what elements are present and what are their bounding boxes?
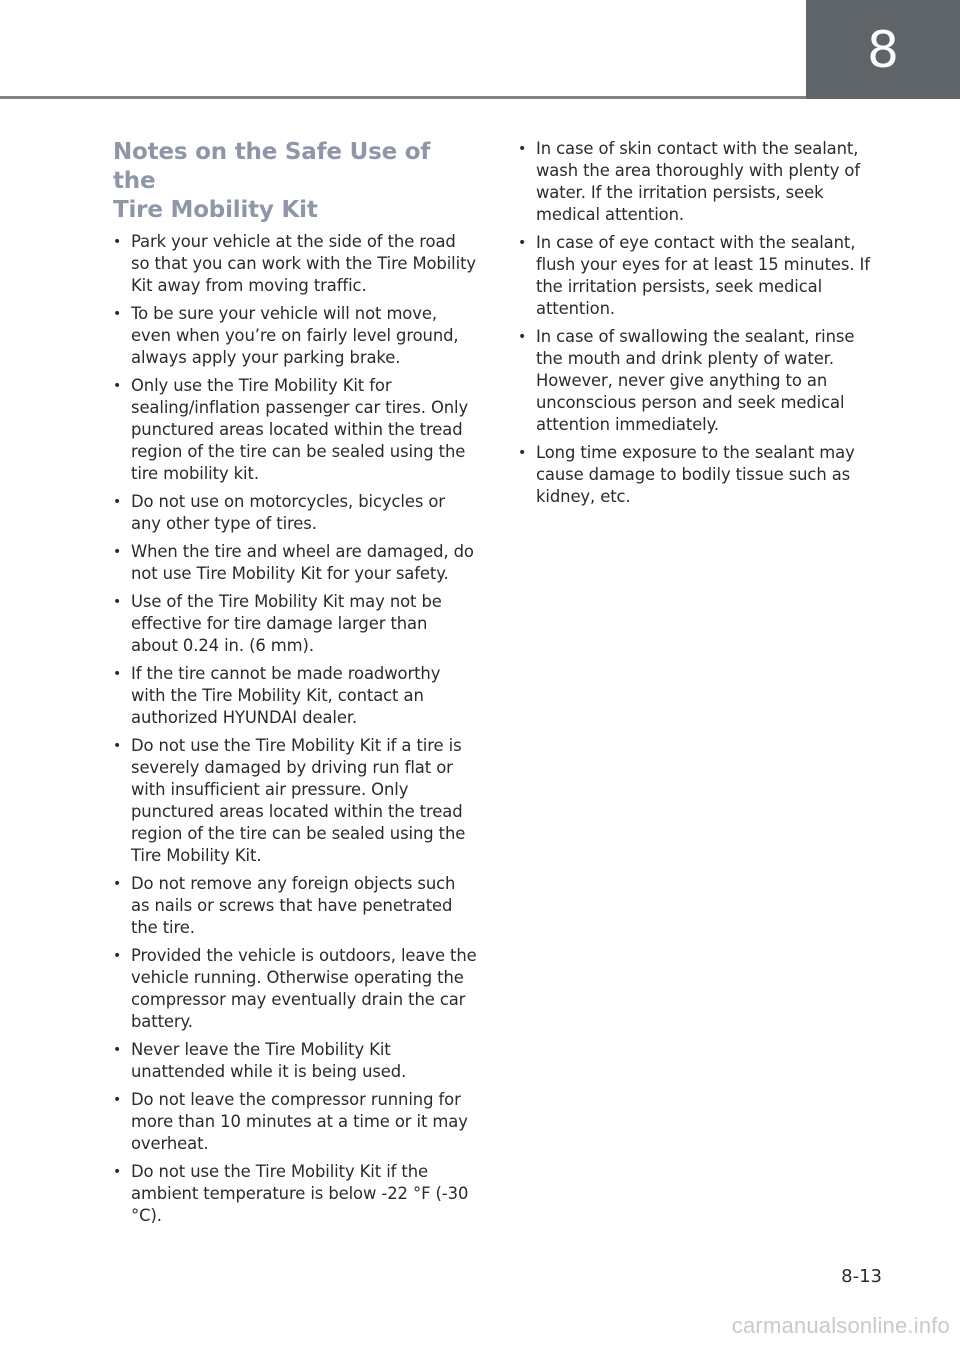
- list-item: [113, 303, 478, 369]
- bullet-icon: •: [113, 306, 122, 322]
- list-item: [113, 735, 478, 867]
- chapter-tab: [806, 0, 960, 99]
- list-item-text: Do not use the Tire Mobility Kit if the ambient temperature is below -22 °F (-30 °C).: [131, 1162, 469, 1225]
- list-item-text: Do not leave the compressor running for more than 10 minutes at a time or it may overheat.: [131, 1090, 468, 1153]
- list-item: [113, 375, 478, 485]
- list-item-text: Do not use the Tire Mobility Kit if a tire is severely damaged by driving run flat or with insufficient air pressure. Only punctured areas located within the tread region of the tire can be sealed using the Tire Mobility Kit.: [131, 736, 466, 865]
- bullet-icon: •: [113, 378, 122, 394]
- list-item-text: In case of eye contact with the sealant, flush your eyes for at least 15 minutes. If the irritation persists, seek medical attention.: [536, 233, 870, 318]
- list-item: [113, 945, 478, 1033]
- bullet-icon: •: [113, 1164, 122, 1180]
- list-item-text: In case of skin contact with the sealant, wash the area thoroughly with plenty of water. If the irritation persists, seek medical attention.: [536, 139, 861, 224]
- right-column: [518, 138, 886, 514]
- bullet-icon: •: [518, 329, 527, 345]
- section-title: [113, 138, 478, 225]
- bullet-icon: •: [113, 1092, 122, 1108]
- list-item: [113, 591, 478, 657]
- list-item: [113, 491, 478, 535]
- bullet-icon: •: [113, 494, 122, 510]
- list-item-text: Provided the vehicle is outdoors, leave the vehicle running. Otherwise operating the compressor may eventually drain the car battery.: [131, 946, 477, 1031]
- right-bullet-list: [518, 138, 886, 508]
- list-item-text: When the tire and wheel are damaged, do not use Tire Mobility Kit for your safety.: [131, 542, 474, 583]
- bullet-icon: •: [113, 738, 122, 754]
- list-item: [113, 1161, 478, 1227]
- left-column: [113, 138, 478, 1233]
- list-item: [113, 873, 478, 939]
- list-item-text: Only use the Tire Mobility Kit for sealing/inflation passenger car tires. Only punctured areas located within the tread region of the tire can be sealed using the tire mobility kit.: [131, 376, 469, 483]
- bullet-icon: •: [113, 1042, 122, 1058]
- list-item: [113, 1039, 478, 1083]
- list-item-text: To be sure your vehicle will not move, even when you’re on fairly level ground, always apply your parking brake.: [131, 304, 459, 367]
- list-item: [518, 232, 886, 320]
- left-bullet-list: [113, 231, 478, 1227]
- list-item-text: In case of swallowing the sealant, rinse the mouth and drink plenty of water. However, never give anything to an unconscious person and seek medical attention immediately.: [536, 327, 855, 434]
- bullet-icon: •: [113, 948, 122, 964]
- bullet-icon: •: [518, 445, 527, 461]
- list-item-text: Long time exposure to the sealant may cause damage to bodily tissue such as kidney, etc.: [536, 443, 855, 506]
- list-item-text: Park your vehicle at the side of the road so that you can work with the Tire Mobility Kit away from moving traffic.: [131, 232, 477, 295]
- bullet-icon: •: [113, 876, 122, 892]
- list-item: [113, 663, 478, 729]
- list-item-text: Never leave the Tire Mobility Kit unattended while it is being used.: [131, 1040, 407, 1081]
- list-item-text: Do not remove any foreign objects such as nails or screws that have penetrated the tire.: [131, 874, 456, 937]
- watermark: carmanualsonline.info: [731, 1313, 950, 1338]
- bullet-icon: •: [113, 234, 122, 250]
- section-title-line2: Tire Mobility Kit: [113, 197, 318, 223]
- bullet-icon: •: [518, 141, 527, 157]
- page-number: 8-13: [841, 1266, 882, 1287]
- list-item: [518, 138, 886, 226]
- list-item: [113, 1089, 478, 1155]
- list-item: [113, 541, 478, 585]
- list-item: [518, 326, 886, 436]
- list-item-text: Use of the Tire Mobility Kit may not be effective for tire damage larger than about 0.24 in. (6 mm).: [131, 592, 442, 655]
- list-item: [518, 442, 886, 508]
- bullet-icon: •: [518, 235, 527, 251]
- list-item-text: Do not use on motorcycles, bicycles or any other type of tires.: [131, 492, 445, 533]
- bullet-icon: •: [113, 666, 122, 682]
- section-title-line1: Notes on the Safe Use of the: [113, 139, 431, 194]
- list-item-text: If the tire cannot be made roadworthy with the Tire Mobility Kit, contact an authorized HYUNDAI dealer.: [131, 664, 441, 727]
- chapter-number: 8: [867, 20, 899, 79]
- list-item: [113, 231, 478, 297]
- bullet-icon: •: [113, 594, 122, 610]
- bullet-icon: •: [113, 544, 122, 560]
- header-divider: [0, 96, 806, 99]
